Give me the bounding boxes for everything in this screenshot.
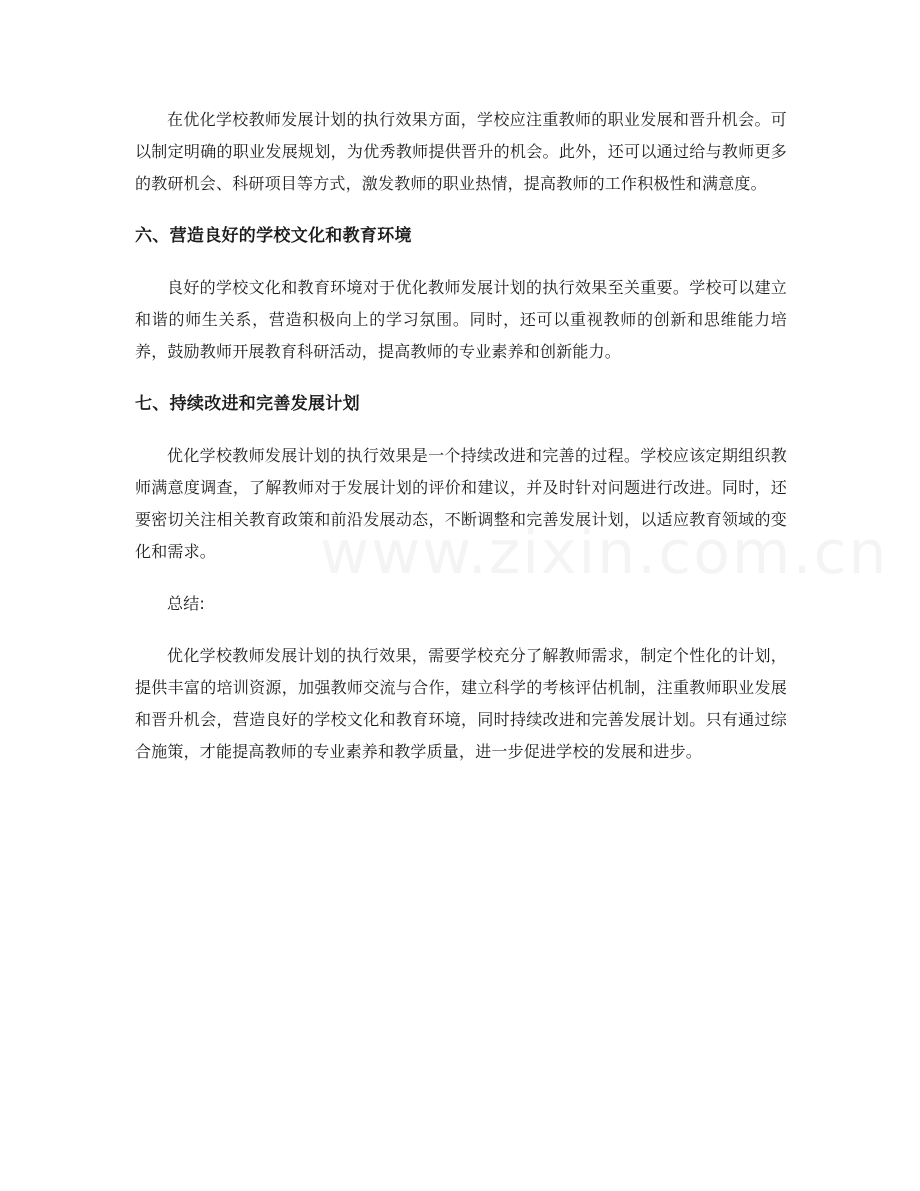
section-6-paragraph: 良好的学校文化和教育环境对于优化教师发展计划的执行效果至关重要。学校可以建立和谐的师生关系，营造积极向上的学习氛围。同时，还可以重视教师的创新和思维能力培养，鼓励教师开展教育科研活动，提高教师的专业素养和创新能力。 [135,278,787,361]
summary-label: 总结: [167,594,205,613]
section-7-paragraph: 优化学校教师发展计划的执行效果是一个持续改进和完善的过程。学校应该定期组织教师满意度调查，了解教师对于发展计划的评价和建议，并及时针对问题进行改进。同时，还要密切关注相关教育政策和前沿发展动态，不断调整和完善发展计划，以适应教育领域的变化和需求。 [135,446,787,561]
section-6-heading: 六、营造良好的学校文化和教育环境 [135,226,412,246]
document-body [135,104,787,788]
section-7-heading: 七、持续改进和完善发展计划 [135,394,360,414]
intro-paragraph: 在优化学校教师发展计划的执行效果方面，学校应注重教师的职业发展和晋升机会。可以制定明确的职业发展规划，为优秀教师提供晋升的机会。此外，还可以通过给与教师更多的教研机会、科研项目等方式，激发教师的职业热情，提高教师的工作积极性和满意度。 [135,110,787,193]
summary-paragraph: 优化学校教师发展计划的执行效果，需要学校充分了解教师需求，制定个性化的计划，提供丰富的培训资源，加强教师交流与合作，建立科学的考核评估机制，注重教师职业发展和晋升机会，营造良好的学校文化和教育环境，同时持续改进和完善发展计划。只有通过综合施策，才能提高教师的专业素养和教学质量，进一步促进学校的发展和进步。 [135,646,787,761]
